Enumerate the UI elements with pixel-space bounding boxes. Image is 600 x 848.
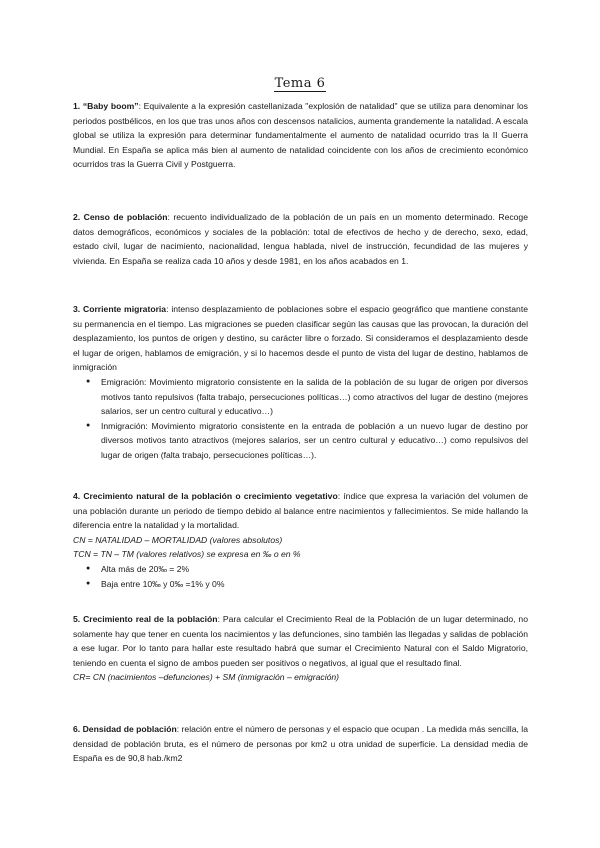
section-heading: 6. Densidad de población xyxy=(73,724,177,734)
section-heading: 3. Corriente migratoria xyxy=(73,304,167,314)
section-densidad xyxy=(73,722,528,766)
section-heading: 2. Censo de población xyxy=(73,212,168,222)
formula-cn: CN = NATALIDAD – MORTALIDAD (valores absolutos) xyxy=(73,534,283,545)
section-text: 6. Densidad de población: relación entre el número de personas y el espacio que ocupan . La medida más sencilla, la densidad de población bruta, es el número de personas por km2 u otra unidad de superficie. La densidad media de España es de 90,8 hab./km2 xyxy=(73,724,528,764)
formula-tcn: TCN = TN – TM (valores relativos) se expresa en ‰ o en % xyxy=(73,549,301,560)
section-corriente-migratoria xyxy=(73,302,528,463)
section-crecimiento-real xyxy=(73,612,528,685)
section-heading: 4. Crecimiento natural de la población o crecimiento vegetativo xyxy=(73,491,338,501)
section-heading: 1. “Baby boom” xyxy=(73,101,139,111)
section-body: Para calcular el Crecimiento Real de la Población de un lugar determinado, no solamente hay que tener en cuenta los nacimientos y las defunciones, sino también las llegadas y salidas de población a ese lugar. Por lo tanto para hallar este resultado habrá que sumar el Crecimiento Natural con el Saldo Migratorio, teniendo en cuenta el signo de ambos pueden ser positivos o negativos, al igual que el resultado final. xyxy=(73,614,528,668)
section-body: relación entre el número de personas y el espacio que ocupan . La medida más sencilla, la densidad de población bruta, es el número de personas por km2 u otra unidad de superficie. La densidad media de España es de 90,8 hab./km2 xyxy=(73,724,528,764)
section-text: 5. Crecimiento real de la población: Para calcular el Crecimiento Real de la Población de un lugar determinado, no solamente hay que tener en cuenta los nacimientos y las defunciones, sino también las llegadas y salidas de población a ese lugar. Por lo tanto para hallar este resultado habrá que sumar el Crecimiento Natural con el Saldo Migratorio, teniendo en cuenta el signo de ambos pueden ser positivos o negativos, al igual que el resultado final. xyxy=(73,614,528,668)
section-text: 1. “Baby boom”: Equivalente a la expresión castellanizada "explosión de natalidad" que se utiliza para denominar los periodos postbélicos, en los que tras unos años con descensos natalicios, aumenta grandemente la natalidad. A escala global se utiliza la expresión para determinar fundamentalmente el aumento de natalidad ocurrido tras la II Guerra Mundial. En España se aplica más bien al aumento de natalidad coincidente con los años de crecimiento económico ocurridos tras la Guerra Civil y Postguerra. xyxy=(73,101,528,170)
section-text: 3. Corriente migratoria: intenso desplazamiento de poblaciones sobre el espacio geográfico que mantiene constante su permanencia en el tiempo. Las migraciones se pueden clasificar según las causas que las provocan, la duración del desplazamiento, los puntos de origen y destino, su carácter libre o forzado. Si consideramos el desplazamiento desde el lugar de origen, hablamos de emigración, y si lo hacemos desde el punto de vista del lugar de destino, hablamos de inmigración xyxy=(73,304,528,373)
list-item: ● Baja entre 10‰ y 0‰ =1% y 0% xyxy=(73,577,528,592)
section-baby-boom xyxy=(73,99,528,172)
page-title: Tema 6 xyxy=(274,76,326,91)
bullet-list xyxy=(73,562,528,591)
section-body: índice que expresa la variación del volumen de una población durante un periodo de tiempo debido al balance entre nacimientos y fallecimientos. Se mide hallando la diferencia entre la natalidad y la mortalidad. xyxy=(73,491,529,531)
section-heading: 5. Crecimiento real de la población xyxy=(73,614,218,624)
list-item: ● Emigración: Movimiento migratorio consistente en la salida de la población de su lugar de origen por diversos motivos tanto repulsivos (falta trabajo, persecuciones políticas…) como atractivos del lugar de destino (mejores salarios, ser un centro cultural y educativo…) xyxy=(73,375,528,419)
list-item: ● Inmigración: Movimiento migratorio consistente en la entrada de población a un nuevo lugar de destino por diversos motivos tanto atractivos (mejores salarios, ser un centro cultural y educativo…) como repulsivos del lugar de origen (falta trabajo, persecuciones políticas…). xyxy=(73,419,528,463)
section-body: Equivalente a la expresión castellanizada "explosión de natalidad" que se utiliza para denominar los periodos postbélicos, en los que tras unos años con descensos natalicios, aumenta grandemente la natalidad. A escala global se utiliza la expresión para determinar fundamentalmente el aumento de natalidad ocurrido tras la II Guerra Mundial. En España se aplica más bien al aumento de natalidad coincidente con los años de crecimiento económico ocurridos tras la Guerra Civil y Postguerra. xyxy=(73,101,528,170)
bullet-list xyxy=(73,375,528,463)
section-censo xyxy=(73,210,528,268)
section-body: intenso desplazamiento de poblaciones sobre el espacio geográfico que mantiene constante su permanencia en el tiempo. Las migraciones se pueden clasificar según las causas que las provocan, la duración del desplazamiento, los puntos de origen y destino, su carácter libre o forzado. Si consideramos el desplazamiento desde el lugar de origen, hablamos de emigración, y si lo hacemos desde el punto de vista del lugar de destino, hablamos de inmigración xyxy=(73,304,528,373)
list-item: ● Alta más de 20‰ = 2% xyxy=(73,562,528,577)
section-text: 4. Crecimiento natural de la población o crecimiento vegetativo: índice que expresa la variación del volumen de una población durante un periodo de tiempo debido al balance entre nacimientos y fallecimientos. Se mide hallando la diferencia entre la natalidad y la mortalidad. xyxy=(73,491,529,531)
section-crecimiento-natural xyxy=(73,489,528,591)
formula-cr: CR= CN (nacimientos –defunciones) + SM (inmigración – emigración) xyxy=(73,672,340,683)
section-text: 2. Censo de población: recuento individualizado de la población de un país en un momento determinado. Recoge datos demográficos, económicos y sociales de la población: total de efectivos de hecho y de derecho, sexo, edad, estado civil, lugar de nacimiento, nacionalidad, lengua hablada, nivel de instrucción, fecundidad de las mujeres y vivienda. En España se realiza cada 10 años y desde 1981, en los años acabados en 1. xyxy=(73,212,528,266)
section-body: recuento individualizado de la población de un país en un momento determinado. Recoge datos demográficos, económicos y sociales de la población: total de efectivos de hecho y de derecho, sexo, edad, estado civil, lugar de nacimiento, nacionalidad, lengua hablada, nivel de instrucción, fecundidad de las mujeres y vivienda. En España se realiza cada 10 años y desde 1981, en los años acabados en 1. xyxy=(73,212,528,266)
